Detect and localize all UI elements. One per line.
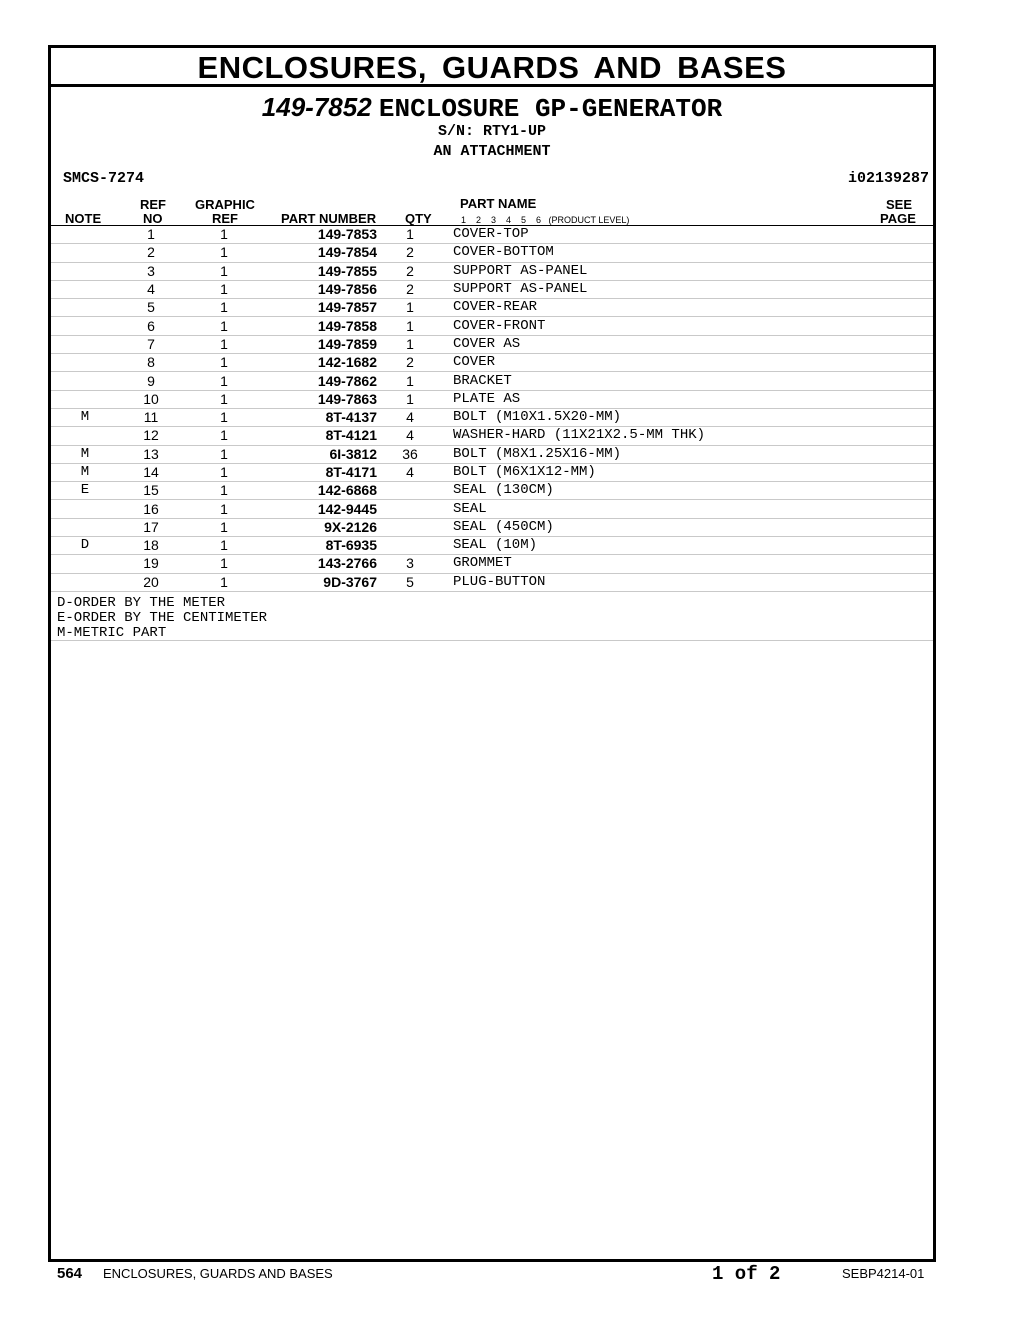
illustration-id: i02139287	[847, 170, 929, 187]
row-part-name: COVER AS	[443, 335, 933, 353]
row-graphic-ref: 1	[183, 299, 265, 317]
table-row	[51, 482, 933, 500]
row-ref-no: 17	[119, 518, 183, 536]
serial-number: S/N: RTY1-UP	[437, 123, 547, 140]
row-graphic-ref: 1	[183, 463, 265, 481]
row-graphic-ref: 1	[183, 262, 265, 280]
header-see-top: SEE	[886, 197, 913, 212]
row-part-number: 9X-2126	[265, 518, 377, 536]
row-note: M	[51, 463, 119, 481]
header-graphic-top: GRAPHIC	[195, 197, 255, 212]
row-graphic-ref: 1	[183, 372, 265, 390]
header-ref-bottom: NO	[143, 211, 163, 226]
row-graphic-ref: 1	[183, 518, 265, 536]
row-note	[51, 299, 119, 317]
row-note	[51, 335, 119, 353]
row-part-name: SEAL (130CM)	[443, 482, 933, 500]
row-part-number: 149-7855	[265, 262, 377, 280]
row-ref-no: 15	[119, 482, 183, 500]
row-ref-no: 20	[119, 573, 183, 591]
row-part-number: 149-7862	[265, 372, 377, 390]
row-graphic-ref: 1	[183, 408, 265, 426]
section-title: ENCLOSURES, GUARDS AND BASES	[51, 48, 933, 87]
row-ref-no: 16	[119, 500, 183, 518]
footer-page-number: 564	[57, 1265, 83, 1282]
row-part-name: GROMMET	[443, 555, 933, 573]
row-part-name: SEAL (10M)	[443, 537, 933, 555]
row-qty: 4	[377, 463, 443, 481]
row-note	[51, 573, 119, 591]
row-graphic-ref: 1	[183, 335, 265, 353]
row-graphic-ref: 1	[183, 317, 265, 335]
row-note	[51, 280, 119, 298]
row-part-number: 149-7859	[265, 335, 377, 353]
row-note	[51, 244, 119, 262]
table-row	[51, 299, 933, 317]
row-note	[51, 354, 119, 372]
row-graphic-ref: 1	[183, 226, 265, 244]
row-qty: 1	[377, 299, 443, 317]
row-part-number: 8T-4171	[265, 463, 377, 481]
row-qty: 2	[377, 280, 443, 298]
row-qty: 2	[377, 262, 443, 280]
row-graphic-ref: 1	[183, 573, 265, 591]
row-qty: 3	[377, 555, 443, 573]
row-part-name: BOLT (M8X1.25X16-MM)	[443, 445, 933, 463]
row-note	[51, 500, 119, 518]
row-part-number: 149-7853	[265, 226, 377, 244]
row-qty: 1	[377, 226, 443, 244]
row-note: D	[51, 537, 119, 555]
row-note	[51, 390, 119, 408]
row-qty	[377, 537, 443, 555]
row-qty: 5	[377, 573, 443, 591]
row-graphic-ref: 1	[183, 390, 265, 408]
table-row	[51, 555, 933, 573]
table-row	[51, 500, 933, 518]
row-note	[51, 226, 119, 244]
row-part-number: 8T-6935	[265, 537, 377, 555]
row-ref-no: 1	[119, 226, 183, 244]
footer-publication: SEBP4214-01	[842, 1266, 925, 1281]
smcs-code: SMCS-7274	[63, 170, 145, 187]
row-qty	[377, 500, 443, 518]
table-row	[51, 518, 933, 536]
row-part-number: 8T-4121	[265, 427, 377, 445]
row-qty: 2	[377, 244, 443, 262]
note-line: M-METRIC PART	[57, 625, 167, 641]
row-qty: 1	[377, 372, 443, 390]
table-row	[51, 372, 933, 390]
table-row	[51, 280, 933, 298]
row-ref-no: 10	[119, 390, 183, 408]
row-ref-no: 12	[119, 427, 183, 445]
row-part-name: BOLT (M6X1X12-MM)	[443, 463, 933, 481]
row-part-number: 149-7857	[265, 299, 377, 317]
row-ref-no: 11	[119, 408, 183, 426]
row-graphic-ref: 1	[183, 482, 265, 500]
group-type: AN ATTACHMENT	[433, 143, 551, 160]
row-graphic-ref: 1	[183, 555, 265, 573]
row-ref-no: 5	[119, 299, 183, 317]
row-graphic-ref: 1	[183, 244, 265, 262]
header-ref-top: REF	[140, 197, 166, 212]
row-note	[51, 317, 119, 335]
note-line: D-ORDER BY THE METER	[57, 595, 226, 611]
row-note	[51, 518, 119, 536]
row-ref-no: 18	[119, 537, 183, 555]
table-row	[51, 427, 933, 445]
row-qty: 4	[377, 408, 443, 426]
table-row	[51, 244, 933, 262]
row-part-name: SEAL	[443, 500, 933, 518]
row-graphic-ref: 1	[183, 280, 265, 298]
table-row	[51, 262, 933, 280]
row-graphic-ref: 1	[183, 500, 265, 518]
table-row	[51, 463, 933, 481]
row-part-number: 149-7858	[265, 317, 377, 335]
row-part-name: WASHER-HARD (11X21X2.5-MM THK)	[443, 427, 933, 445]
row-part-number: 149-7856	[265, 280, 377, 298]
header-see-bottom: PAGE	[880, 211, 916, 226]
table-row	[51, 354, 933, 372]
notes-block	[57, 596, 267, 641]
row-ref-no: 8	[119, 354, 183, 372]
row-part-name: SEAL (450CM)	[443, 518, 933, 536]
row-part-name: COVER-TOP	[443, 226, 933, 244]
row-ref-no: 2	[119, 244, 183, 262]
row-ref-no: 3	[119, 262, 183, 280]
row-ref-no: 14	[119, 463, 183, 481]
row-part-name: COVER-BOTTOM	[443, 244, 933, 262]
parts-page-frame	[48, 45, 936, 1262]
table-row	[51, 335, 933, 353]
row-part-name: COVER	[443, 354, 933, 372]
row-ref-no: 13	[119, 445, 183, 463]
row-part-number: 142-1682	[265, 354, 377, 372]
footer-section: ENCLOSURES, GUARDS AND BASES	[103, 1266, 333, 1281]
row-part-name: BRACKET	[443, 372, 933, 390]
row-qty: 36	[377, 445, 443, 463]
parts-table	[51, 226, 933, 592]
header-note: NOTE	[65, 211, 102, 226]
row-part-name: COVER-REAR	[443, 299, 933, 317]
row-part-name: BOLT (M10X1.5X20-MM)	[443, 408, 933, 426]
row-qty: 1	[377, 335, 443, 353]
row-note: M	[51, 445, 119, 463]
table-row	[51, 317, 933, 335]
row-ref-no: 9	[119, 372, 183, 390]
row-ref-no: 7	[119, 335, 183, 353]
header-part-name: PART NAME	[460, 196, 537, 211]
note-line: E-ORDER BY THE CENTIMETER	[57, 610, 268, 626]
row-note	[51, 555, 119, 573]
table-row	[51, 408, 933, 426]
group-title	[51, 92, 933, 124]
row-graphic-ref: 1	[183, 537, 265, 555]
row-part-name: SUPPORT AS-PANEL	[443, 280, 933, 298]
table-row	[51, 445, 933, 463]
row-part-number: 143-2766	[265, 555, 377, 573]
row-part-number: 149-7863	[265, 390, 377, 408]
row-part-number: 149-7854	[265, 244, 377, 262]
header-qty: QTY	[405, 211, 432, 226]
table-row	[51, 390, 933, 408]
row-part-number: 9D-3767	[265, 573, 377, 591]
row-qty: 2	[377, 354, 443, 372]
row-part-name: COVER-FRONT	[443, 317, 933, 335]
row-graphic-ref: 1	[183, 445, 265, 463]
row-part-name: PLUG-BUTTON	[443, 573, 933, 591]
row-part-number: 6I-3812	[265, 445, 377, 463]
group-name: ENCLOSURE GP-GENERATOR	[378, 94, 723, 124]
row-part-number: 142-9445	[265, 500, 377, 518]
table-row	[51, 226, 933, 244]
table-row	[51, 537, 933, 555]
table-row	[51, 573, 933, 591]
row-qty: 1	[377, 390, 443, 408]
row-ref-no: 4	[119, 280, 183, 298]
header-part-number: PART NUMBER	[281, 211, 377, 226]
header-product-level: 1 2 3 4 5 6 (PRODUCT LEVEL)	[461, 215, 630, 225]
row-ref-no: 6	[119, 317, 183, 335]
row-part-number: 8T-4137	[265, 408, 377, 426]
row-part-number: 142-6868	[265, 482, 377, 500]
notes-divider	[51, 640, 933, 641]
row-ref-no: 19	[119, 555, 183, 573]
row-graphic-ref: 1	[183, 354, 265, 372]
group-part-number: 149-7852	[261, 92, 372, 122]
footer-page-of: 1 of 2	[712, 1263, 781, 1285]
row-graphic-ref: 1	[183, 427, 265, 445]
row-note: M	[51, 408, 119, 426]
row-part-name: PLATE AS	[443, 390, 933, 408]
row-note: E	[51, 482, 119, 500]
row-qty	[377, 482, 443, 500]
row-qty: 1	[377, 317, 443, 335]
header-graphic-bottom: REF	[212, 211, 238, 226]
row-qty: 4	[377, 427, 443, 445]
row-note	[51, 372, 119, 390]
row-part-name: SUPPORT AS-PANEL	[443, 262, 933, 280]
row-qty	[377, 518, 443, 536]
row-note	[51, 427, 119, 445]
row-note	[51, 262, 119, 280]
